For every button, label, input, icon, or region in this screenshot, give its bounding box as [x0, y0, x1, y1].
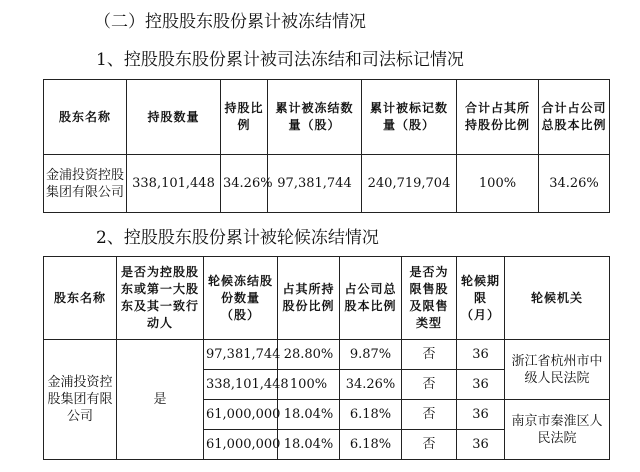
cell-qty: 338,101,448	[204, 370, 278, 400]
header-period: 轮候期限（月）	[457, 257, 505, 340]
header-waiting-freeze-qty: 轮候冻结股份数量（股）	[204, 257, 278, 340]
cell-authority-hangzhou: 浙江省杭州市中级人民法院	[505, 340, 610, 400]
cell-restricted: 否	[402, 400, 457, 430]
header-marked-qty: 累计被标记数量（股）	[362, 80, 457, 155]
cell-marked-qty: 240,719,704	[362, 155, 457, 213]
cell-frozen-qty: 97,381,744	[268, 155, 362, 213]
cell-pct-of-holding: 100%	[457, 155, 539, 213]
header-shares-held: 持股数量	[127, 80, 221, 155]
cell-pct-total: 34.26%	[340, 370, 402, 400]
header-pct-of-total: 占公司总股本比例	[340, 257, 402, 340]
cell-pct-total: 6.18%	[340, 400, 402, 430]
header-shareholder-name: 股东名称	[44, 80, 127, 155]
cell-period: 36	[457, 340, 505, 370]
cell-authority-nanjing: 南京市秦淮区人民法院	[505, 400, 610, 460]
cell-pct-of-total: 34.26%	[539, 155, 610, 213]
table-row	[44, 340, 610, 370]
cell-qty: 61,000,000	[204, 400, 278, 430]
header-pct-of-holding: 合计占其所持股份比例	[457, 80, 539, 155]
header-is-controlling: 是否为控股股东或第一大股东及其一致行动人	[117, 257, 204, 340]
cell-is-controlling: 是	[117, 340, 204, 460]
cell-pct-held: 100%	[278, 370, 340, 400]
cell-period: 36	[457, 370, 505, 400]
cell-pct-held: 18.04%	[278, 400, 340, 430]
header-pct-of-total: 合计占公司总股本比例	[539, 80, 610, 155]
subsection-title-2: 2、控股股东股份累计被轮候冻结情况	[96, 228, 379, 248]
judicial-freeze-table	[43, 79, 610, 213]
cell-pct-total: 9.87%	[340, 340, 402, 370]
cell-shareholder-name: 金浦投资控股集团有限公司	[44, 340, 117, 460]
cell-restricted: 否	[402, 370, 457, 400]
cell-holding-ratio: 34.26%	[221, 155, 268, 213]
cell-qty: 97,381,744	[204, 340, 278, 370]
header-restricted-type: 是否为限售股及限售类型	[402, 257, 457, 340]
header-frozen-qty: 累计被冻结数量（股）	[268, 80, 362, 155]
cell-shares-held: 338,101,448	[127, 155, 221, 213]
table-header-row	[44, 257, 610, 340]
waiting-freeze-table	[43, 256, 610, 460]
cell-pct-held: 18.04%	[278, 430, 340, 460]
subsection-title-1: 1、控股股东股份累计被司法冻结和司法标记情况	[96, 50, 464, 70]
table-row	[44, 155, 610, 213]
cell-pct-held: 28.80%	[278, 340, 340, 370]
cell-restricted: 否	[402, 340, 457, 370]
table-header-row	[44, 80, 610, 155]
cell-qty: 61,000,000	[204, 430, 278, 460]
header-pct-of-holding: 占其所持股份比例	[278, 257, 340, 340]
cell-shareholder-name: 金浦投资控股集团有限公司	[44, 155, 127, 213]
section-heading: （二）控股股东股份累计被冻结情况	[94, 12, 366, 32]
header-authority: 轮候机关	[505, 257, 610, 340]
header-holding-ratio: 持股比例	[221, 80, 268, 155]
cell-period: 36	[457, 400, 505, 430]
cell-pct-total: 6.18%	[340, 430, 402, 460]
cell-period: 36	[457, 430, 505, 460]
cell-restricted: 否	[402, 430, 457, 460]
header-shareholder-name: 股东名称	[44, 257, 117, 340]
